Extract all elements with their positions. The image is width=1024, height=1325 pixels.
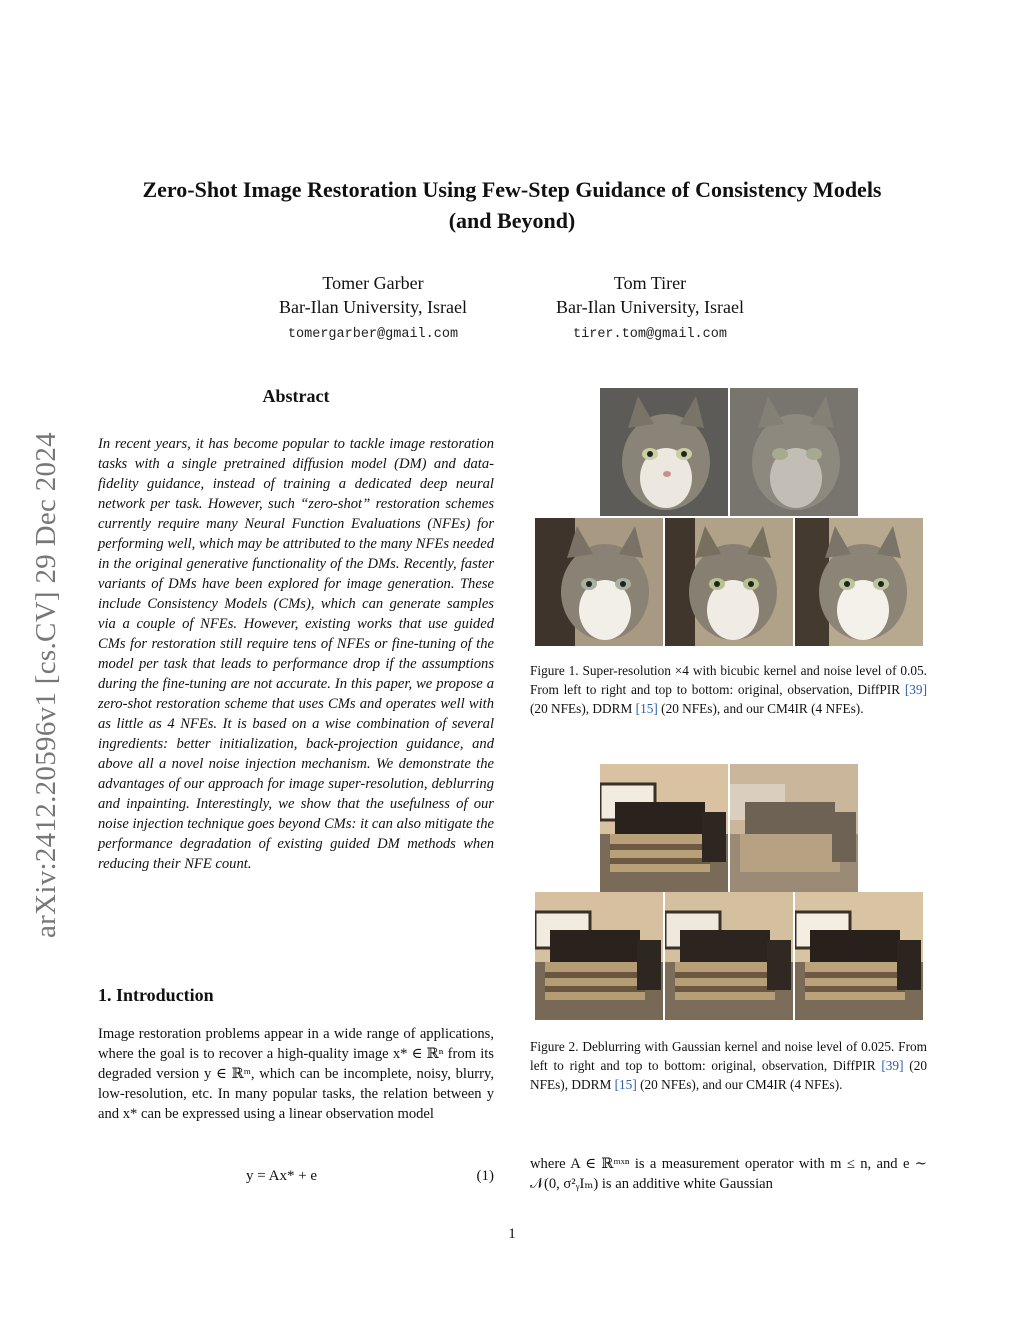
fig2-caption-part1: Figure 2. Deblurring with Gaussian kernel and noise level of 0.025. From left to right and top to bottom: original, observation, DiffPIR <box>530 1039 927 1073</box>
fig1-panel-diffpir <box>535 518 663 646</box>
figure-2-caption <box>530 1037 927 1094</box>
title-line-1: Zero-Shot Image Restoration Using Few-Step Guidance of Consistency Models <box>142 177 882 202</box>
title-line-2: (and Beyond) <box>448 208 576 233</box>
cat-image-original <box>600 388 728 516</box>
fig2-caption-part2: (20 NFEs), DDRM <box>530 1058 927 1092</box>
bedroom-image-ddrm <box>665 892 793 1020</box>
equation-1-body: y = Ax* + e <box>246 1168 318 1184</box>
fig2-panel-observation <box>730 764 858 892</box>
fig2-panel-ddrm <box>665 892 793 1020</box>
bedroom-image-original <box>600 764 728 892</box>
fig2-panel-cm4ir <box>795 892 923 1020</box>
author-2 <box>530 271 770 347</box>
fig1-panel-cm4ir <box>795 518 923 646</box>
author-2-email[interactable]: tirer.tom@gmail.com <box>573 327 727 342</box>
fig1-citation-39[interactable]: [39] <box>904 682 927 697</box>
fig1-caption-part1: Figure 1. Super-resolution ×4 with bicubic kernel and noise level of 0.05. From left to right and top to bottom: original, observation, DiffPIR <box>530 663 927 697</box>
fig1-panel-observation <box>730 388 858 516</box>
arxiv-identifier: arXiv:2412.20596v1 [cs.CV] 29 Dec 2024 <box>30 432 62 938</box>
fig1-caption-part2: (20 NFEs), DDRM <box>530 701 636 716</box>
bedroom-image-cm4ir <box>795 892 923 1020</box>
paper-title <box>80 174 944 236</box>
cat-image-cm4ir <box>795 518 923 646</box>
fig2-panel-diffpir <box>535 892 663 1020</box>
author-2-name: Tom Tirer <box>613 273 687 293</box>
abstract-text: In recent years, it has become popular to tackle image restoration tasks with a single pretrained diffusion model (DM) and data-fidelity guidance, instead of training a dedicated deep neural network per task. However, such “zero-shot” restoration schemes currently require many Neural Function Evaluations (NFEs) for performing well, which may be attributed to the many NFEs needed in the original generative functionality of the DMs. Recently, faster variants of DMs have been explored for image generation. These include Consistency Models (CMs), which can generate samples via a couple of NFEs. However, existing works that use guided CMs for restoration still require tens of NFEs or fine-tuning of the model per task that leads to performance drop if the assumptions during the fine-tuning are not accurate. In this paper, we propose a zero-shot restoration scheme that uses CMs and operates well with as little as 4 NFEs. It is based on a wise combination of several ingredients: better initialization, back-projection guidance, and above all a novel noise injection mechanism. We demonstrate the advantages of our approach for image super-resolution, deblurring and inpainting. Interestingly, we show that the usefulness of our noise injection technique goes beyond CMs: it can also mitigate the performance degradation of existing guided DM methods when reducing their NFE count. <box>98 436 494 872</box>
cat-image-observation <box>730 388 858 516</box>
intro-paragraph: Image restoration problems appear in a wide range of applications, where the goal is to recover a high-quality image x* ∈ ℝⁿ from its degraded version y ∈ ℝᵐ, which can be incomplete, noisy, blurry, low-resolution, etc. In many popular tasks, the relation between y and x* can be expressed using a linear observation model <box>98 1026 494 1122</box>
author-1-email[interactable]: tomergarber@gmail.com <box>287 327 459 342</box>
fig1-citation-15[interactable]: [15] <box>635 701 658 716</box>
author-1-affiliation: Bar-Ilan University, Israel <box>279 297 467 317</box>
fig2-panel-original <box>600 764 728 892</box>
right-column-text: where A ∈ ℝᵐˣⁿ is a measurement operator with m ≤ n, and e ∼ 𝒩(0, σ²ᵧIₘ) is an additive white Gaussian <box>530 1156 927 1192</box>
fig1-caption-part3: (20 NFEs), and our CM4IR (4 NFEs). <box>657 701 864 716</box>
abstract-heading: Abstract <box>262 386 330 406</box>
author-1 <box>250 271 496 347</box>
section-heading-introduction: 1. Introduction <box>98 985 214 1005</box>
fig2-citation-39[interactable]: [39] <box>881 1058 904 1073</box>
bedroom-image-observation <box>730 764 858 892</box>
fig1-panel-ddrm <box>665 518 793 646</box>
figure-1-images <box>530 386 927 646</box>
figure-1-caption <box>530 661 927 718</box>
equation-1-number: (1) <box>476 1168 494 1184</box>
fig1-panel-original <box>600 388 728 516</box>
fig2-citation-15[interactable]: [15] <box>614 1077 637 1092</box>
figure-2-images <box>530 762 927 1024</box>
fig2-caption-part3: (20 NFEs), and our CM4IR (4 NFEs). <box>636 1077 843 1092</box>
author-1-name: Tomer Garber <box>322 273 424 293</box>
page-number: 1 <box>508 1226 516 1242</box>
cat-image-ddrm <box>665 518 793 646</box>
author-2-affiliation: Bar-Ilan University, Israel <box>556 297 744 317</box>
cat-image-diffpir <box>535 518 663 646</box>
bedroom-image-diffpir <box>535 892 663 1020</box>
